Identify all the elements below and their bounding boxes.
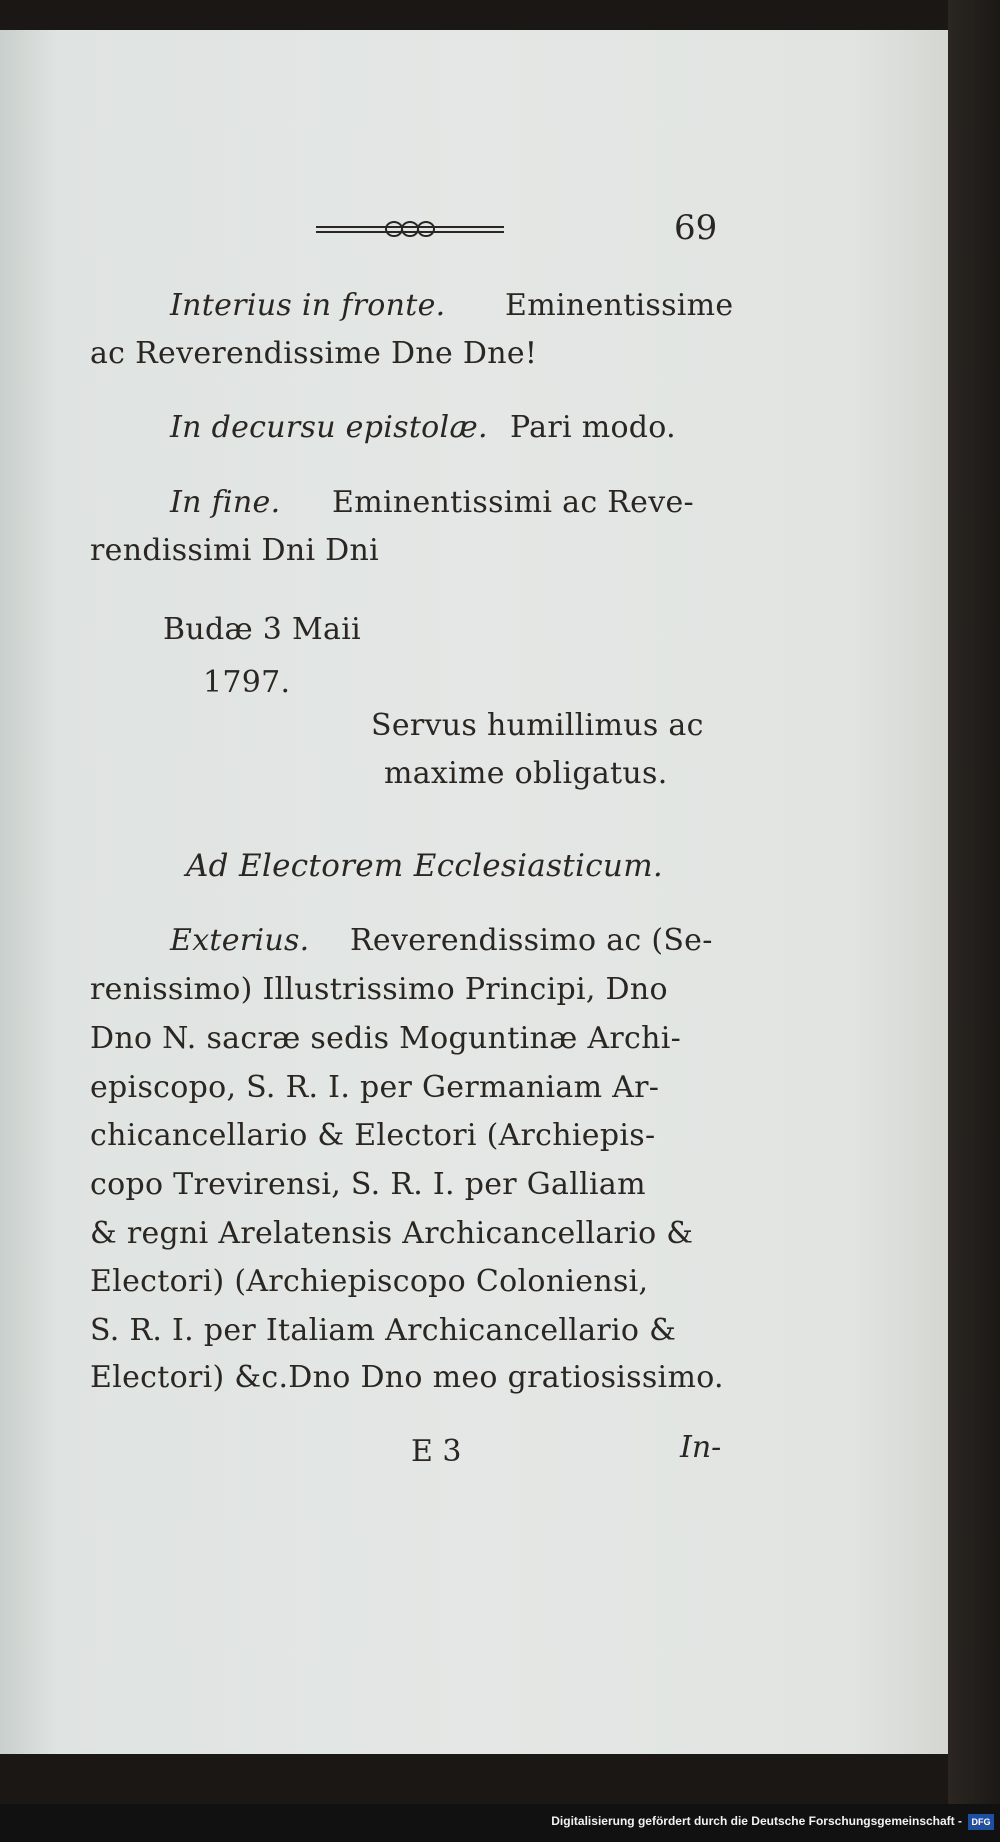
- line-17: Electori) (Archiepiscopo Coloniensi,: [90, 1264, 649, 1299]
- footer-credit: Digitalisierung gefördert durch die Deutsche Forschungsgemeinschaft -: [551, 1814, 962, 1828]
- line-16: & regni Arelatensis Archicancellario &: [90, 1216, 694, 1251]
- line-15: copo Trevirensi, S. R. I. per Galliam: [90, 1167, 646, 1202]
- line-3-text: Pari modo.: [510, 410, 676, 445]
- line-4-text: Eminentissimi ac Reve-: [332, 485, 694, 520]
- line-13: episcopo, S. R. I. per Germaniam Ar-: [90, 1070, 660, 1105]
- line-11: renissimo) Illustrissimo Principi, Dno: [90, 972, 668, 1007]
- line-12: Dno N. sacræ sedis Moguntinæ Archi-: [90, 1021, 682, 1056]
- page-number: 69: [674, 208, 718, 248]
- line-10-italic: Exterius.: [170, 923, 310, 958]
- book-spine: [948, 0, 1000, 1842]
- closing-line-1: Servus humillimus ac: [371, 708, 704, 743]
- date-line: Budæ 3 Maii: [163, 612, 362, 647]
- line-14: chicancellario & Electori (Archiepis-: [90, 1118, 656, 1153]
- ornament-rule-icon: [314, 218, 506, 242]
- line-1-italic: Interius in fronte.: [170, 288, 446, 323]
- closing-line-2: maxime obligatus.: [384, 756, 668, 791]
- signature-mark: E 3: [411, 1434, 462, 1469]
- line-2: ac Reverendissime Dne Dne!: [90, 336, 538, 371]
- year-line: 1797.: [203, 665, 291, 700]
- line-10-text: Reverendissimo ac (Se-: [350, 923, 713, 958]
- section-heading: Ad Electorem Ecclesiasticum.: [186, 848, 664, 884]
- line-5: rendissimi Dni Dni: [90, 533, 380, 568]
- line-4-italic: In fine.: [170, 485, 281, 520]
- catchword: In-: [680, 1430, 722, 1465]
- book-page: [0, 30, 951, 1754]
- line-18: S. R. I. per Italiam Archicancellario &: [90, 1313, 677, 1348]
- line-1-text: Eminentissime: [505, 288, 734, 323]
- line-19: Electori) &c.Dno Dno meo gratiosissimo.: [90, 1360, 724, 1395]
- line-3-italic: In decursu epistolæ.: [170, 410, 488, 445]
- dfg-logo-icon: DFG: [968, 1814, 994, 1830]
